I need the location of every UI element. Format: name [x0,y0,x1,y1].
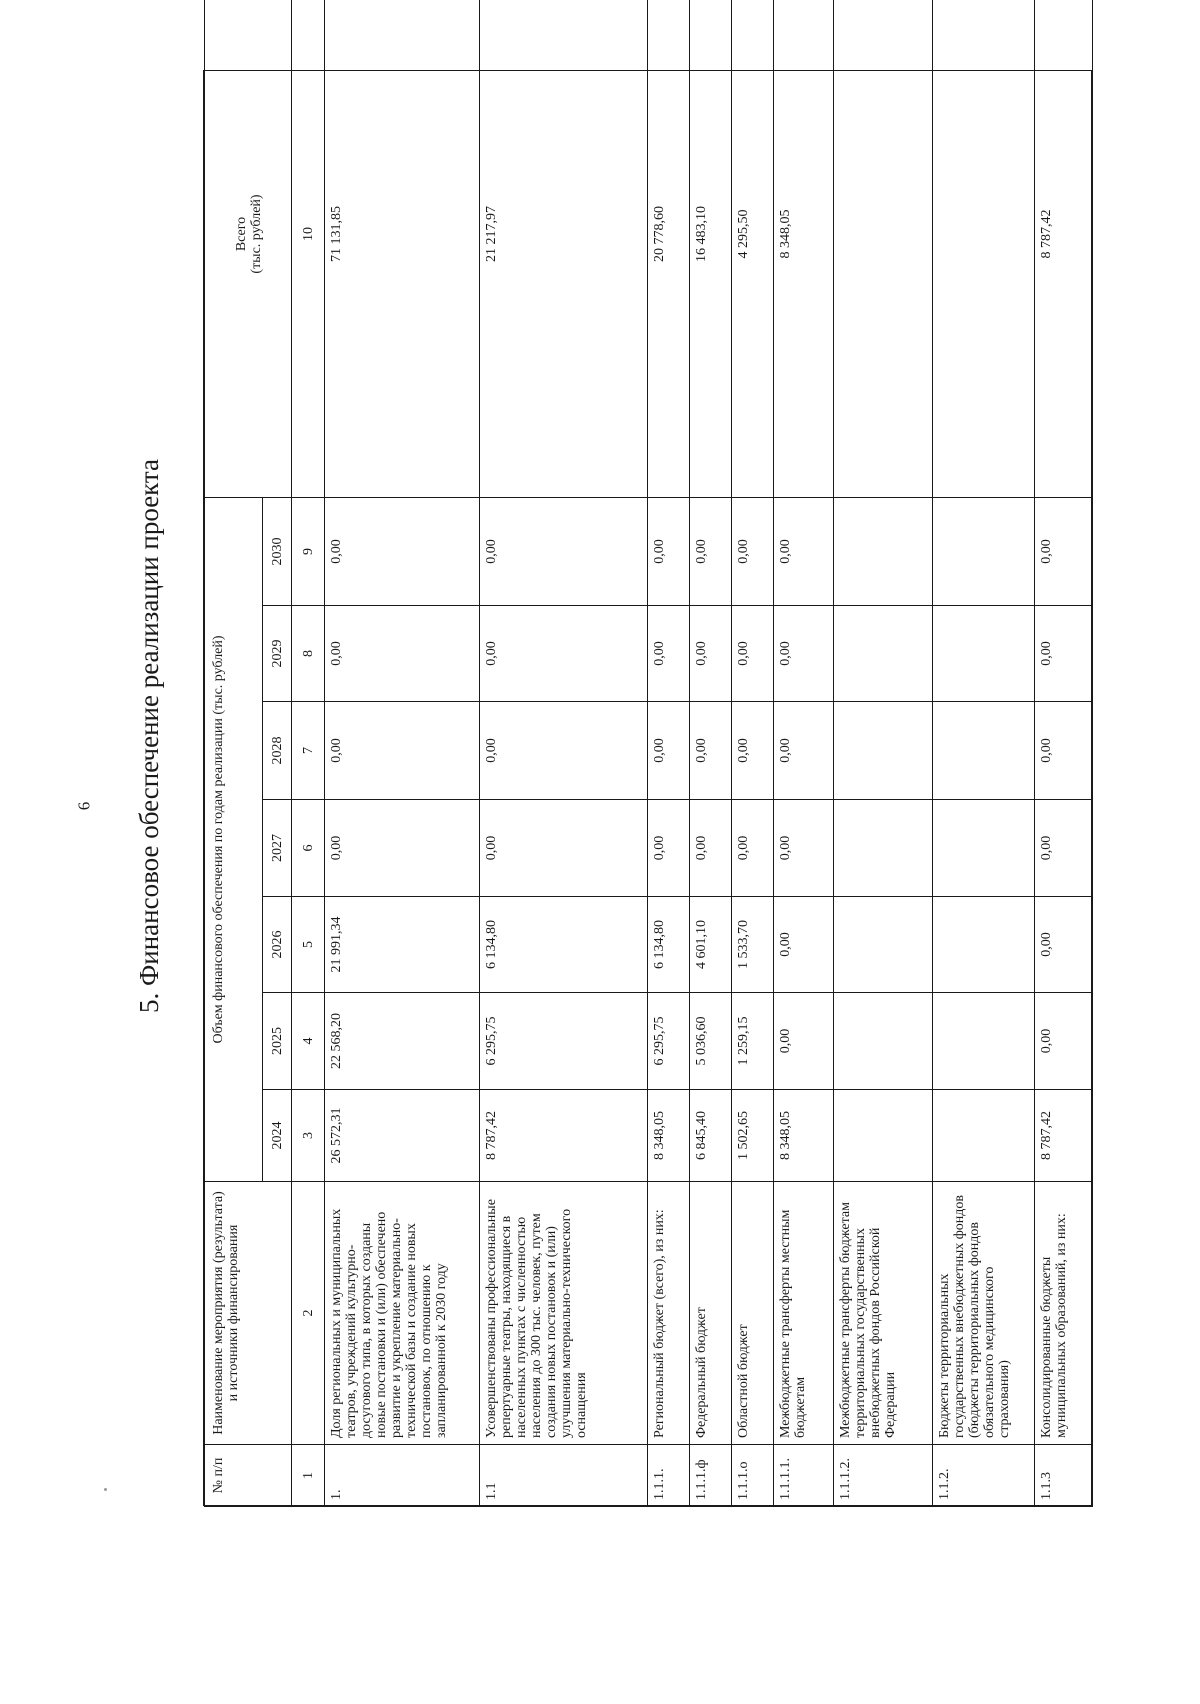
value-cell-2030: 0,00 [324,498,479,606]
value-cell-2030: 0,00 [774,498,834,606]
value-cell-2026: 6 134,80 [647,897,689,993]
value-cell-2028: 0,00 [324,702,479,800]
row-number: 1.1.1. [647,1445,689,1507]
value-cell-2024 [933,1090,1035,1182]
header-year-2027: 2027 [262,800,292,897]
header-year-2025: 2025 [262,993,292,1090]
header-year-2024: 2024 [262,1090,292,1182]
value-cell-2027: 0,00 [479,800,647,897]
header-volume: Объем финансового обеспечения по годам реализации (тыс. рублей) [205,498,263,1182]
financing-table [204,0,1093,1507]
value-cell-2027: 0,00 [732,800,774,897]
value-cell-2025 [833,993,933,1090]
financing-table-rotated [204,71,1093,1507]
header-year-2026: 2026 [262,897,292,993]
table-row [774,0,834,1507]
value-cell-2024: 8 787,42 [1035,1090,1093,1182]
row-number: 1.1.1.2. [833,1445,933,1507]
value-cell-2026 [933,897,1035,993]
value-cell-2028 [933,702,1035,800]
row-name: Бюджеты территориальных государственных внебюджетных фондов (бюджеты территориальных фондов обязательного медицинского страхования) [933,1182,1035,1445]
value-cell-2025: 22 568,20 [324,993,479,1090]
value-cell-2024: 6 845,40 [689,1090,731,1182]
value-cell-2028: 0,00 [647,702,689,800]
value-cell-2026: 0,00 [774,897,834,993]
value-cell-2029: 0,00 [479,606,647,702]
value-cell-2026: 6 134,80 [479,897,647,993]
row-number: 1.1.3 [1035,1445,1093,1507]
value-cell-2030: 0,00 [689,498,731,606]
value-cell-2025: 0,00 [1035,993,1093,1090]
total-cell: 8 348,05 [774,0,834,498]
value-cell-2027: 0,00 [774,800,834,897]
value-cell-2024: 8 348,05 [774,1090,834,1182]
value-cell-2027: 0,00 [689,800,731,897]
column-number: 5 [292,897,324,993]
column-number: 1 [292,1445,324,1507]
row-number: 1.1.2. [933,1445,1035,1507]
value-cell-2024: 1 502,65 [732,1090,774,1182]
value-cell-2029 [933,606,1035,702]
value-cell-2030: 0,00 [1035,498,1093,606]
table-row [732,0,774,1507]
value-cell-2025: 1 259,15 [732,993,774,1090]
value-cell-2026 [833,897,933,993]
total-cell: 16 483,10 [689,0,731,498]
row-name: Межбюджетные трансферты местным бюджетам [774,1182,834,1445]
table-row [324,0,479,1507]
value-cell-2027: 0,00 [647,800,689,897]
column-numbers-row [292,0,324,1507]
value-cell-2024 [833,1090,933,1182]
column-number: 7 [292,702,324,800]
row-number: 1.1.1.ф [689,1445,731,1507]
value-cell-2028: 0,00 [479,702,647,800]
column-number: 8 [292,606,324,702]
value-cell-2029: 0,00 [774,606,834,702]
table-header-row-1 [205,0,263,1507]
table-row [1035,0,1093,1507]
value-cell-2026: 21 991,34 [324,897,479,993]
value-cell-2024: 26 572,31 [324,1090,479,1182]
value-cell-2029: 0,00 [647,606,689,702]
value-cell-2030 [833,498,933,606]
header-total: Всего (тыс. рублей) [205,0,292,498]
row-name: Региональный бюджет (всего), из них: [647,1182,689,1445]
value-cell-2027 [833,800,933,897]
row-name: Федеральный бюджет [689,1182,731,1445]
row-name: Доля региональных и муниципальных театров, учреждений культурно-досугового типа, в которых созданы новые постановки и (или) обеспечено развитие и укрепление материально-технической базы и создание новых постановок, по отношению к запланированной к 2030 году [324,1182,479,1445]
header-year-2028: 2028 [262,702,292,800]
header-name: Наименование мероприятия (результата) и источники финансирования [205,1182,292,1445]
value-cell-2027 [933,800,1035,897]
total-cell: 71 131,85 [324,0,479,498]
value-cell-2026: 0,00 [1035,897,1093,993]
column-number: 4 [292,993,324,1090]
value-cell-2025: 6 295,75 [479,993,647,1090]
value-cell-2025 [933,993,1035,1090]
total-cell: 20 778,60 [647,0,689,498]
column-number: 9 [292,498,324,606]
table-row [689,0,731,1507]
value-cell-2029: 0,00 [732,606,774,702]
value-cell-2028: 0,00 [774,702,834,800]
value-cell-2029: 0,00 [689,606,731,702]
row-name: Консолидированные бюджеты муниципальных образований, из них: [1035,1182,1093,1445]
column-number: 2 [292,1182,324,1445]
value-cell-2026: 4 601,10 [689,897,731,993]
value-cell-2029: 0,00 [1035,606,1093,702]
value-cell-2029: 0,00 [324,606,479,702]
column-number: 6 [292,800,324,897]
total-cell [833,0,933,498]
value-cell-2030 [933,498,1035,606]
column-number: 3 [292,1090,324,1182]
value-cell-2030: 0,00 [479,498,647,606]
value-cell-2025: 5 036,60 [689,993,731,1090]
value-cell-2030: 0,00 [647,498,689,606]
value-cell-2025: 0,00 [774,993,834,1090]
table-row [933,0,1035,1507]
total-cell: 4 295,50 [732,0,774,498]
value-cell-2024: 8 348,05 [647,1090,689,1182]
header-year-2030: 2030 [262,498,292,606]
row-name: Усовершенствованы профессиональные репертуарные театры, находящиеся в населенных пунктах с численностью населения до 300 тыс. человек, путем создания новых постановок и (или) улучшения материально-технического оснащения [479,1182,647,1445]
value-cell-2028: 0,00 [732,702,774,800]
row-number: 1.1 [479,1445,647,1507]
value-cell-2028: 0,00 [689,702,731,800]
value-cell-2027: 0,00 [324,800,479,897]
header-num: № п/п [205,1445,292,1507]
total-cell [933,0,1035,498]
value-cell-2028 [833,702,933,800]
row-name: Областной бюджет [732,1182,774,1445]
table-body [324,0,1092,1507]
value-cell-2029 [833,606,933,702]
section-title: 5. Финансовое обеспечение реализации проекта [134,458,164,1014]
value-cell-2027: 0,00 [1035,800,1093,897]
table-row [647,0,689,1507]
row-number: 1.1.1.1. [774,1445,834,1507]
table-row [833,0,933,1507]
row-number: 1.1.1.о [732,1445,774,1507]
column-number: 10 [292,0,324,498]
scan-speck [104,1488,107,1491]
value-cell-2026: 1 533,70 [732,897,774,993]
value-cell-2024: 8 787,42 [479,1090,647,1182]
total-cell: 8 787,42 [1035,0,1093,498]
page-number: 6 [74,801,94,811]
total-cell: 21 217,97 [479,0,647,498]
value-cell-2025: 6 295,75 [647,993,689,1090]
header-year-2029: 2029 [262,606,292,702]
financing-table-frame [203,70,1092,1506]
value-cell-2028: 0,00 [1035,702,1093,800]
row-number: 1. [324,1445,479,1507]
value-cell-2030: 0,00 [732,498,774,606]
row-name: Межбюджетные трансферты бюджетам территориальных государственных внебюджетных фондов Российской Федерации [833,1182,933,1445]
table-row [479,0,647,1507]
